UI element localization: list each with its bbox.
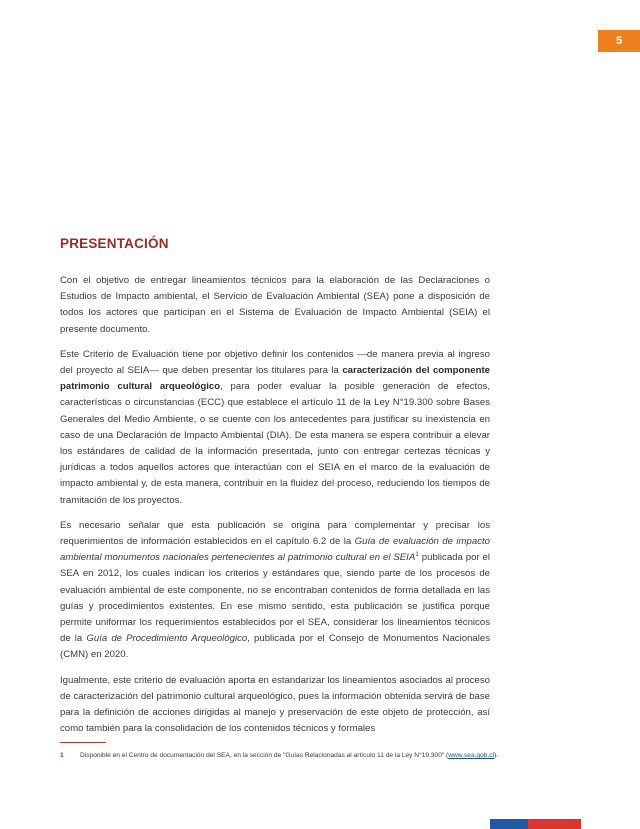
flag-red-segment [528,819,581,829]
paragraph-3-text-c: publicada por el SEA en 2012, los cuales indican los criterios y estándares que, siendo parte de los procesos de evaluación ambiental de este componente, no se encontraban contenidos de forma detallada en las guías y procedimientos existentes. En ese mismo sentido, esta publicación se justifica porque permite uniformar los requerimientos establecidos por el SEA, considerar los lineamientos técnicos de la [60,552,490,645]
footnote-number: 1 [60,752,64,759]
procedure-guide-italic: Guía de Procedimiento Arqueológico [86,633,248,645]
paragraph-3 [60,518,490,664]
footnote-ref[interactable]: 1 [415,551,419,559]
section-title: PRESENTACIÓN [60,236,169,251]
paragraph-2-bold: caracterización del componente patrimonio cultural arqueológico [60,365,490,393]
chile-flag-bar [490,819,581,829]
footnote-divider [60,742,106,743]
footnote-text: Disponible en el Centro de documentación del SEA, en la sección de "Guías Relacionadas al artículo 11 de la Ley N°19.300" ( [80,752,449,759]
footnote-end: ). [494,752,499,759]
paragraph-2-text-c: , para poder evaluar la posible generación de efectos, características o circunstancias (ECC) que establece el artículo 11 de la Ley N°19.300 sobre Bases Generales del Medio Ambiente, o se cuente con los antecedentes para justificar su inexistencia en caso de una Declaración de Impacto Ambiental (DIA). De esta manera se espera contribuir a elevar los estándares de calidad de la información presentada, junto con entregar certezas técnicas y jurídicas a todos aquellos actores que interactúan con el SEIA en el marco de la evaluación de impacto ambiental y, de esta manera, contribuir en la fluidez del proceso, reduciendo los tiempos de tramitación de los proyectos. [60,381,490,506]
footnote [60,751,500,761]
paragraph-1: Con el objetivo de entregar lineamientos técnicos para la elaboración de las Declaraciones o Estudios de Impacto ambiental, el Servicio de Evaluación Ambiental (SEA) pone a disposición de todos los actores que participan en el Sistema de Evaluación de Impacto Ambiental (SEIA) el presente documento. [60,275,490,335]
page-number-badge: 5 [598,30,640,52]
paragraph-3-text-a: Es necesario señalar que esta publicación se origina para complementar y precisar los requerimientos de información establecidos en el capítulo 6.2 de la [60,519,490,548]
paragraph-2-text-a: Este Criterio de Evaluación tiene por objetivo definir los contenidos —de manera previa al ingreso del proyecto al SEIA— que deben presentar los titulares para la [60,348,490,377]
body-text [60,273,490,746]
footnote-link[interactable]: www.sea.gob.cl [448,752,495,759]
footnote-body [80,751,498,761]
paragraph-2 [60,347,490,509]
guide-title-italic: Guía de evaluación de impacto ambiental monumentos nacionales pertenecientes al patrimonio cultural en el SEIA [60,536,491,564]
paragraph-3-text-e: , publicada por el Consejo de Monumentos Nacionales (CMN) en 2020. [60,633,490,661]
paragraph-4: Igualmente, este criterio de evaluación aporta en estandarizar los lineamientos asociados al proceso de caracterización del patrimonio cultural arqueológico, pues la información obtenida servirá de base para la definición de acciones dirigidas al manejo y preservación de este objeto de protección, así como también para la consolidación de los contenidos técnicos y formales [60,674,490,735]
flag-blue-segment [490,819,528,829]
